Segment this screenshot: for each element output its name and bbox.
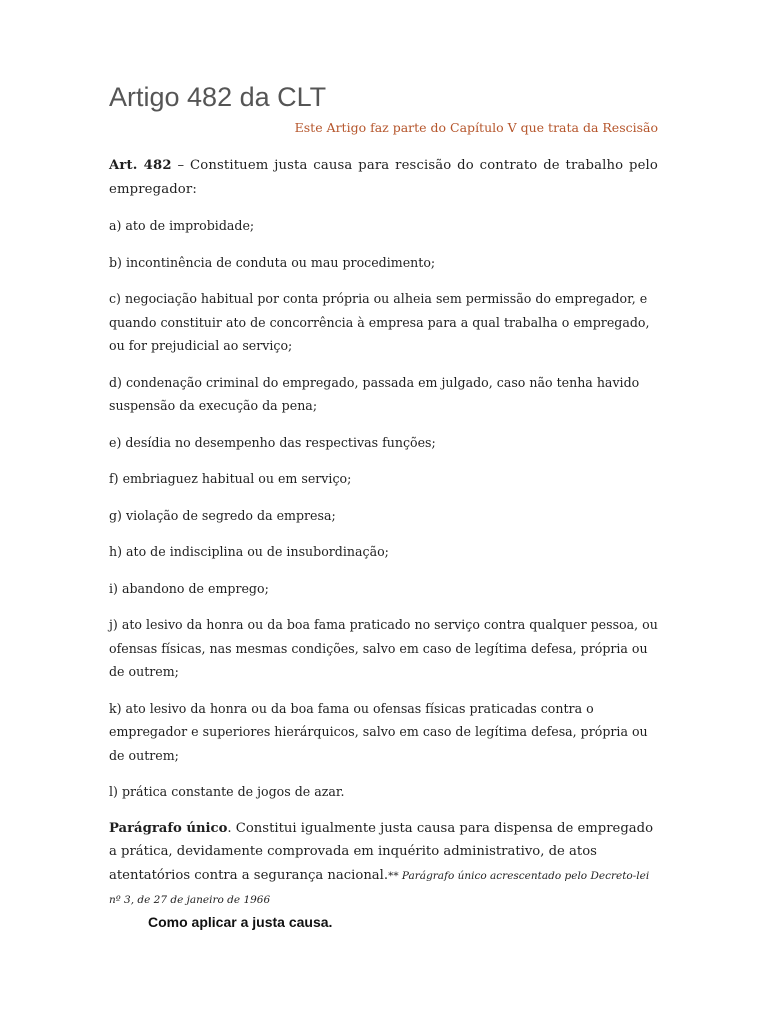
page-subtitle: Este Artigo faz parte do Capítulo V que trata da Rescisão: [294, 120, 658, 135]
list-item-d: d) condenação criminal do empregado, passada em julgado, caso não tenha havido suspensão da execução da pena;: [109, 374, 640, 413]
paragrafo-label: Parágrafo único: [109, 820, 228, 836]
list-item-c: c) negociação habitual por conta própria ou alheia sem permissão do empregador, e quando constituir ato de concorrência à empresa para a qual trabalha o empregado, ou for prejudicial ao serviço;: [109, 291, 650, 353]
paragrafo-unico: [109, 817, 658, 913]
list-item-a: a) ato de improbidade;: [109, 218, 255, 233]
article-intro: [109, 154, 658, 201]
page-title: Artigo 482 da CLT: [109, 82, 327, 112]
list-item-j: j) ato lesivo da honra ou da boa fama praticado no serviço contra qualquer pessoa, ou ofensas físicas, nas mesmas condições, salvo em caso de legítima defesa, própria ou de outrem;: [109, 617, 658, 679]
paragrafo-note: ** Parágrafo único acrescentado pelo Decreto-lei nº 3, de 27 de janeiro de 1966: [109, 869, 650, 906]
list-item-k: k) ato lesivo da honra ou da boa fama ou ofensas físicas praticadas contra o empregador e superiores hierárquicos, salvo em caso de legítima defesa, própria ou de outrem;: [109, 700, 648, 763]
article-body: [109, 154, 658, 926]
list-item-b: b) incontinência de conduta ou mau procedimento;: [109, 254, 436, 270]
section-subheading: Como aplicar a justa causa.: [148, 914, 333, 930]
article-label: Art. 482: [109, 158, 172, 173]
list-item-f: f) embriaguez habitual ou em serviço;: [109, 471, 352, 486]
list-item-i: i) abandono de emprego;: [109, 580, 269, 596]
paragrafo-text: . Constitui igualmente justa causa para dispensa de empregado a prática, devidamente comprovada em inquérito administrativo, de atos atentatórios contra a segurança nacional.: [109, 820, 654, 883]
article-intro-text: – Constituem justa causa para rescisão do contrato de trabalho pelo empregador:: [109, 158, 658, 197]
list-item-e: e) desídia no desempenho das respectivas funções;: [109, 434, 436, 450]
list-item-l: l) prática constante de jogos de azar.: [109, 784, 345, 799]
list-item-h: h) ato de indisciplina ou de insubordinação;: [109, 544, 389, 559]
list-item-g: g) violação de segredo da empresa;: [109, 507, 336, 523]
